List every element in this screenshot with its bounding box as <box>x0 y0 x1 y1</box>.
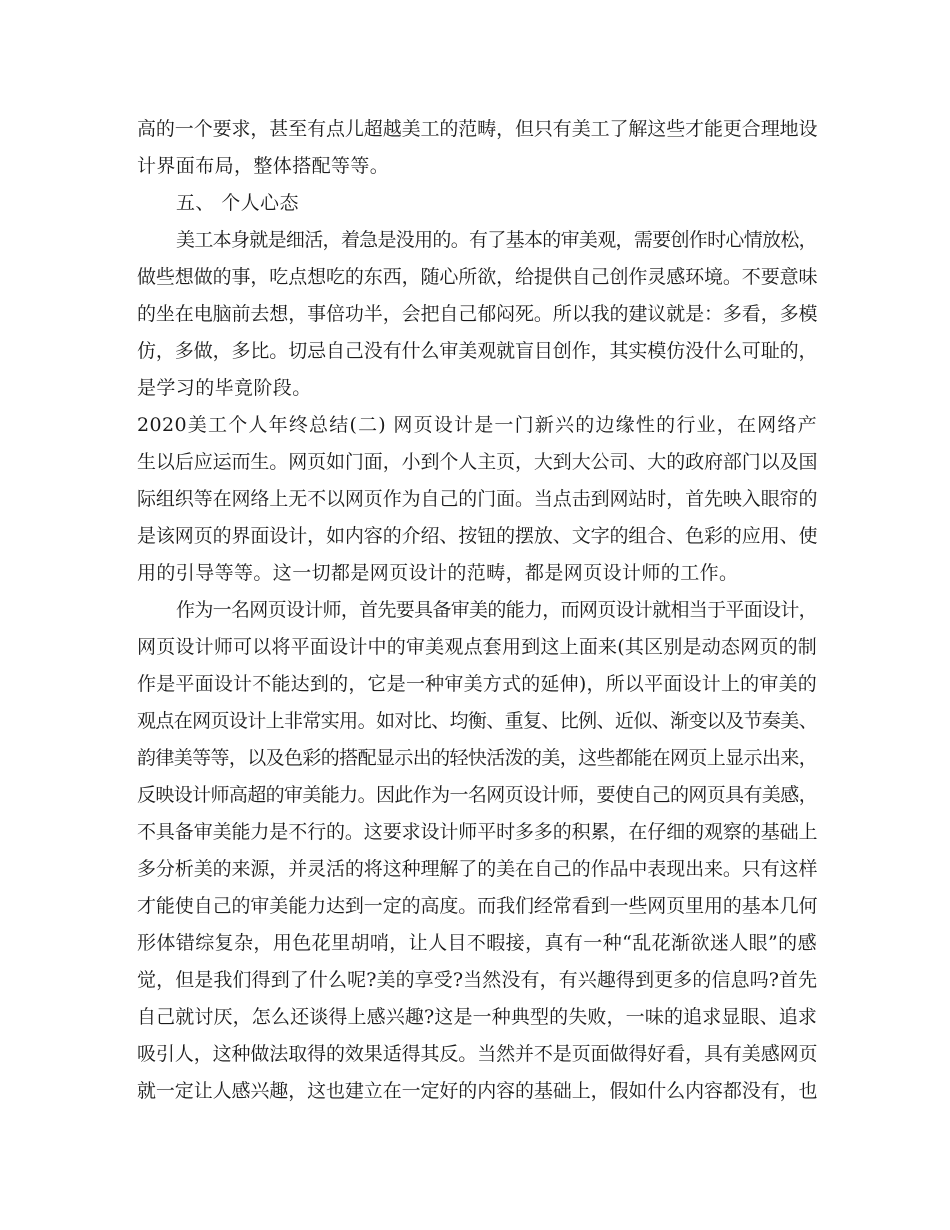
paragraph-line: 观点在网页设计上非常实用。如对比、均衡、重复、比例、近似、渐变以及节奏美、 <box>137 710 817 732</box>
paragraph-line: 是学习的毕竟阶段。 <box>137 377 312 399</box>
paragraph-line: 仿，多做，多比。切忌自己没有什么审美观就盲目创作，其实模仿没什么可耻的， <box>137 340 818 362</box>
section-heading: 五、 个人心态 <box>176 192 299 214</box>
paragraph-line: 是该网页的界面设计，如内容的介绍、按钮的摆放、文字的组合、色彩的应用、使 <box>137 525 818 547</box>
paragraph-line: 反映设计师高超的审美能力。因此作为一名网页设计师，要使自己的网页具有美感， <box>137 784 817 806</box>
paragraph-line: 作是平面设计不能达到的，它是一种审美方式的延伸)，所以平面设计上的审美的 <box>137 673 817 695</box>
paragraph-line: 吸引人，这种做法取得的效果适得其反。当然并不是页面做得好看，具有美感网页 <box>137 1043 818 1065</box>
paragraph-line: 多分析美的来源，并灵活的将这种理解了的美在自己的作品中表现出来。只有这样 <box>137 858 818 880</box>
paragraph-line: 际组织等在网络上无不以网页作为自己的门面。当点击到网站时，首先映入眼帘的 <box>137 488 818 510</box>
paragraph-line: 高的一个要求，甚至有点儿超越美工的范畴，但只有美工了解这些才能更合理地设 <box>137 118 818 140</box>
paragraph-line: 不具备审美能力是不行的。这要求设计师平时多多的积累，在仔细的观察的基础上 <box>137 821 818 843</box>
paragraph-line: 韵律美等等，以及色彩的搭配显示出的轻快活泼的美，这些都能在网页上显示出来， <box>137 747 817 769</box>
paragraph-line: 用的引导等等。这一切都是网页设计的范畴，都是网页设计师的工作。 <box>137 562 739 584</box>
paragraph-line: 作为一名网页设计师，首先要具备审美的能力，而网页设计就相当于平面设计， <box>176 599 817 621</box>
paragraph-line: 2020美工个人年终总结(二) 网页设计是一门新兴的边缘性的行业，在网络产 <box>137 414 817 436</box>
paragraph-line: 的坐在电脑前去想，事倍功半，会把自己郁闷死。所以我的建议就是：多看，多模 <box>137 303 818 325</box>
paragraph-line: 自己就讨厌，怎么还谈得上感兴趣?这是一种典型的失败，一味的追求显眼、追求 <box>137 1006 817 1028</box>
paragraph-line: 做些想做的事，吃点想吃的东西，随心所欲，给提供自己创作灵感环境。不要意味 <box>137 266 818 288</box>
paragraph-line: 觉，但是我们得到了什么呢?美的享受?当然没有，有兴趣得到更多的信息吗?首先 <box>137 969 818 991</box>
paragraph-line: 形体错综复杂，用色花里胡哨，让人目不暇接，真有一种“乱花渐欲迷人眼”的感 <box>137 932 817 954</box>
paragraph-line: 生以后应运而生。网页如门面，小到个人主页，大到大公司、大的政府部门以及国 <box>137 451 818 473</box>
paragraph-line: 就一定让人感兴趣，这也建立在一定好的内容的基础上，假如什么内容都没有，也 <box>137 1080 818 1102</box>
paragraph-line: 网页设计师可以将平面设计中的审美观点套用到这上面来(其区别是动态网页的制 <box>137 636 817 658</box>
paragraph-line: 才能使自己的审美能力达到一定的高度。而我们经常看到一些网页里用的基本几何 <box>137 895 818 917</box>
paragraph-line: 计界面布局，整体搭配等等。 <box>137 155 390 177</box>
paragraph-line: 美工本身就是细活，着急是没用的。有了基本的审美观，需要创作时心情放松， <box>176 229 817 251</box>
